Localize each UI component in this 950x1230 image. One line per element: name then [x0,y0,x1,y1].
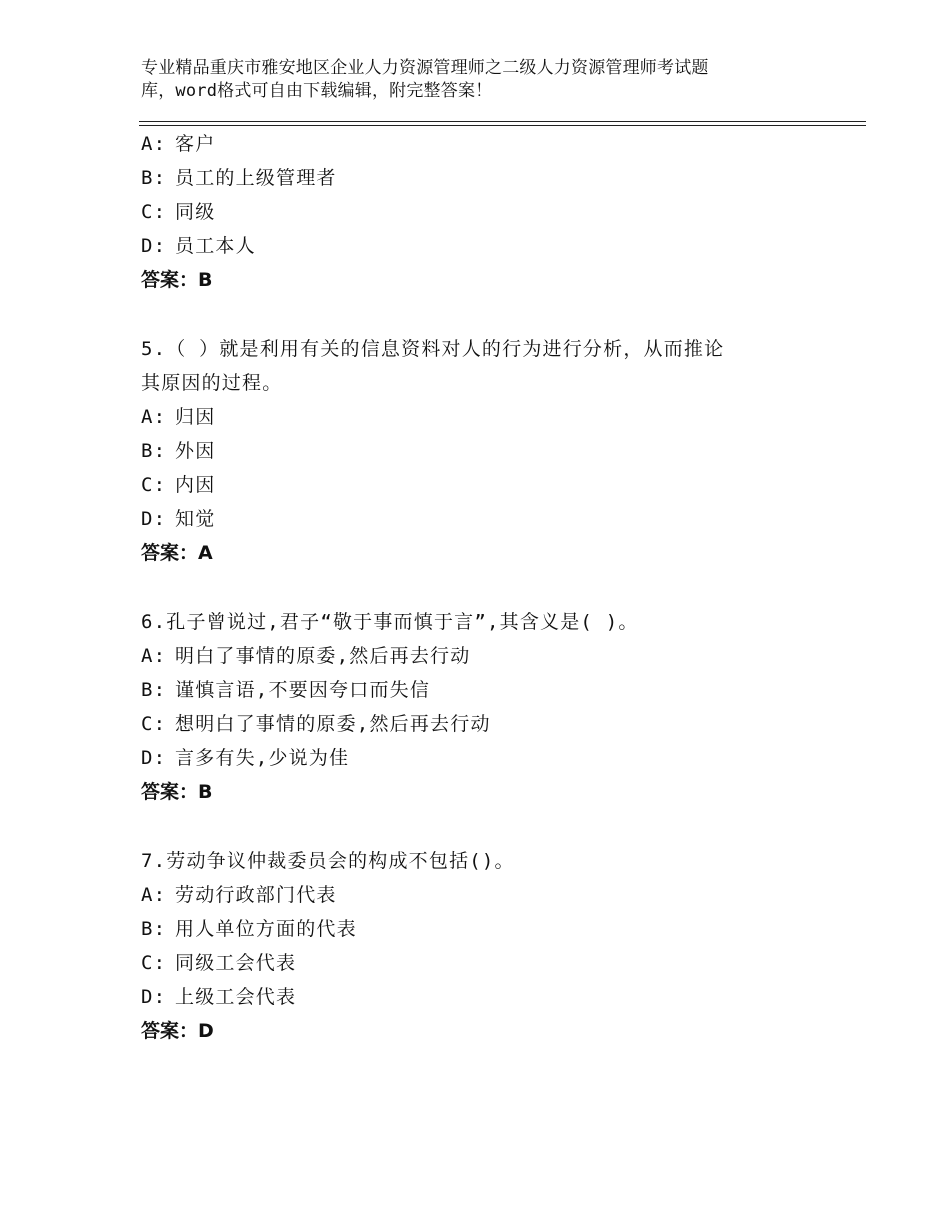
header-title-line-2: 库，word格式可自由下载编辑，附完整答案！ [141,81,493,101]
option-letter: C: [141,713,167,735]
option-text: 知觉 [175,508,216,530]
question-5-block [141,332,861,570]
option-a [141,639,861,673]
option-letter: C: [141,201,167,223]
option-d [141,502,861,536]
option-letter: A: [141,133,167,155]
option-letter: A: [141,645,167,667]
option-b [141,673,861,707]
spacer [141,570,861,605]
option-c [141,946,861,980]
option-text: 同级 [175,201,216,223]
question-4-block [141,127,861,297]
option-letter: C: [141,952,167,974]
option-text: 员工本人 [175,235,256,257]
option-text: 同级工会代表 [175,952,297,974]
option-text: 员工的上级管理者 [175,167,337,189]
option-letter: B: [141,440,167,462]
answer-line: 答案：D [141,1020,214,1042]
spacer [141,809,861,844]
answer-line: 答案：B [141,781,213,803]
option-text: 外因 [175,440,216,462]
option-letter: A: [141,406,167,428]
option-c [141,195,861,229]
option-letter: C: [141,474,167,496]
option-letter: D: [141,986,167,1008]
option-a [141,878,861,912]
answer-line: 答案：B [141,269,213,291]
option-text: 上级工会代表 [175,986,297,1008]
option-text: 用人单位方面的代表 [175,918,357,940]
option-d [141,229,861,263]
option-d [141,741,861,775]
question-7-block [141,844,861,1048]
question-6-block [141,605,861,809]
option-d [141,980,861,1014]
option-letter: D: [141,235,167,257]
option-text: 想明白了事情的原委,然后再去行动 [175,713,491,735]
option-a [141,127,861,161]
option-text: 劳动行政部门代表 [175,884,337,906]
question-list [141,127,861,1048]
option-a [141,400,861,434]
option-b [141,912,861,946]
option-text: 内因 [175,474,216,496]
option-c [141,707,861,741]
option-letter: D: [141,747,167,769]
question-text-line-1: 6.孔子曾说过,君子“敬于事而慎于言”,其含义是( )。 [141,611,639,633]
option-text: 归因 [175,406,216,428]
spacer [141,297,861,332]
option-b [141,161,861,195]
option-letter: B: [141,679,167,701]
header-divider-bottom [139,125,866,126]
option-text: 谨慎言语,不要因夸口而失信 [175,679,431,701]
option-c [141,468,861,502]
option-letter: B: [141,167,167,189]
option-text: 明白了事情的原委,然后再去行动 [175,645,471,667]
answer-line: 答案：A [141,542,213,564]
header-title-line-1: 专业精品重庆市雅安地区企业人力资源管理师之二级人力资源管理师考试题 [141,58,709,78]
option-letter: D: [141,508,167,530]
option-letter: A: [141,884,167,906]
option-b [141,434,861,468]
question-text-line-1: 7.劳动争议仲裁委员会的构成不包括()。 [141,850,515,872]
option-text: 客户 [175,133,216,155]
question-text-line-1: 5.（ ）就是利用有关的信息资料对人的行为进行分析，从而推论 [141,338,725,360]
header-divider-top [139,121,866,122]
option-text: 言多有失,少说为佳 [175,747,350,769]
document-header [141,57,861,103]
option-letter: B: [141,918,167,940]
question-text-line-2: 其原因的过程。 [141,372,283,394]
